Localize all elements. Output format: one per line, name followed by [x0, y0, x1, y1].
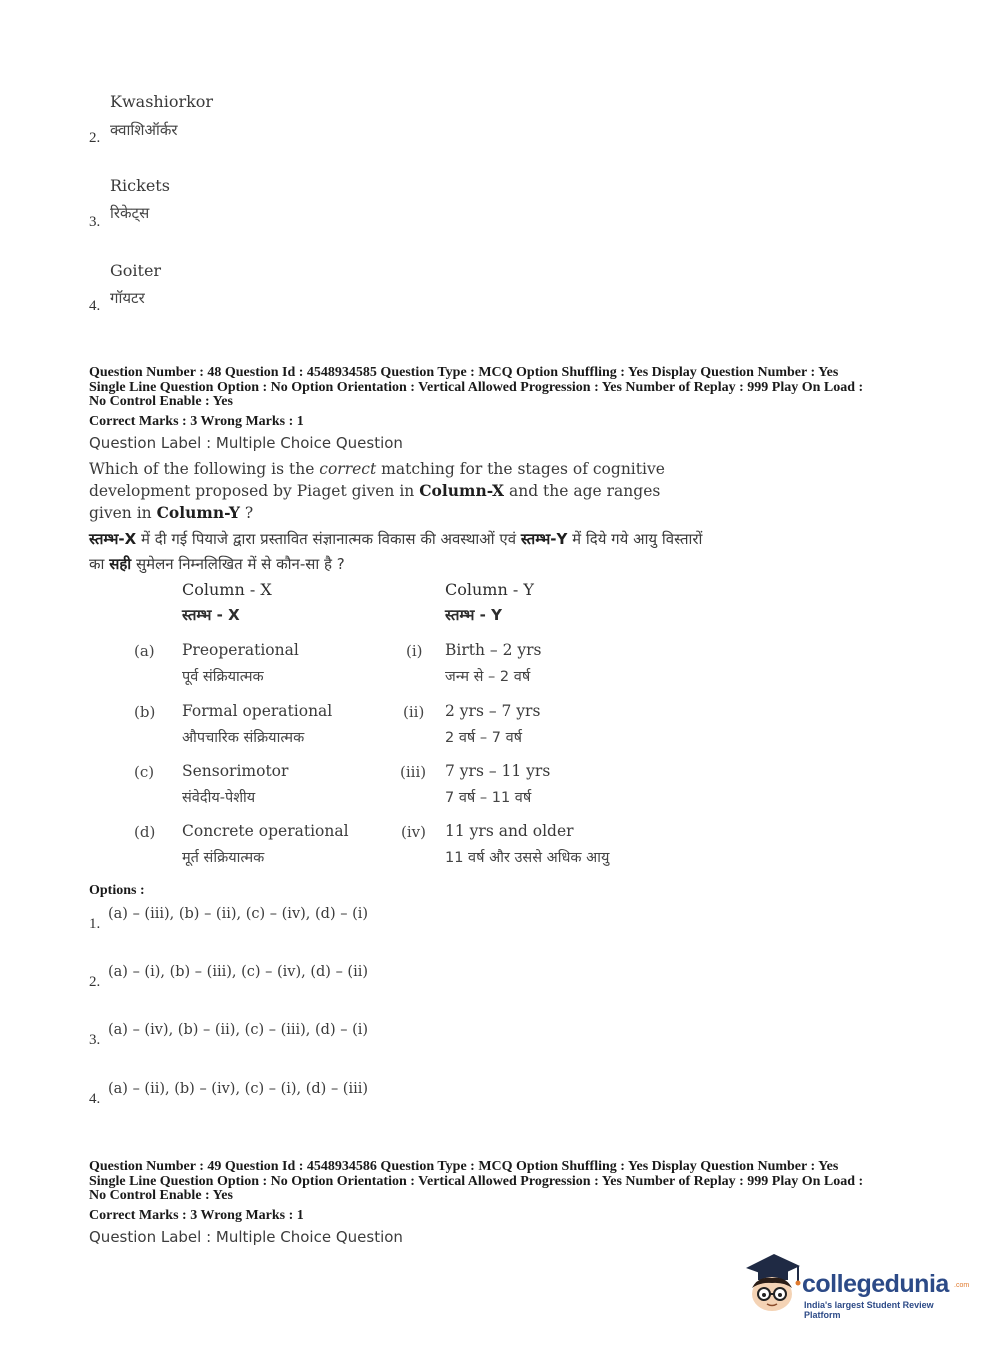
match-row-y-key: (iii): [400, 763, 427, 781]
q49-meta-line3: No Control Enable : Yes: [89, 1188, 233, 1203]
answer-option-3-number: 3.: [89, 1032, 101, 1048]
q49-question-label: Question Label : Multiple Choice Question: [89, 1228, 403, 1246]
match-row-y-hi: 11 वर्ष और उससे अधिक आयु: [445, 850, 610, 866]
answer-option-1-text: (a) – (iii), (b) – (ii), (c) – (iv), (d) – (i): [108, 906, 369, 922]
q48-text-en-part2: matching for the stages of cognitive development proposed by Piaget given in: [89, 460, 665, 500]
match-row-y-en: 2 yrs – 7 yrs: [445, 702, 541, 720]
match-row-y-key: (iv): [401, 823, 426, 841]
match-row-x-key: (c): [134, 763, 155, 781]
q48-question-text-hi: [89, 527, 709, 577]
match-row-x-key: (d): [134, 823, 156, 841]
prev-option-2-number: 2.: [89, 130, 101, 146]
answer-option-1-number: 1.: [89, 916, 101, 932]
prev-option-3-hi: रिकेट्स: [110, 204, 150, 222]
q48-meta-line3: No Control Enable : Yes: [89, 394, 233, 409]
match-row-x-hi: औपचारिक संक्रियात्मक: [182, 730, 305, 746]
q48-question-label: Question Label : Multiple Choice Question: [89, 434, 403, 452]
student-mascot-icon: [740, 1250, 802, 1316]
options-label: Options :: [89, 883, 145, 898]
match-row-x-en: Sensorimotor: [182, 762, 289, 780]
match-row-x-hi: पूर्व संक्रियात्मक: [182, 669, 264, 685]
column-x-heading-hi: स्तम्भ - X: [182, 606, 240, 624]
q49-meta-line1: Question Number : 49 Question Id : 4548934586 Question Type : MCQ Option Shuffling : Yes Display Question Number : Yes: [89, 1159, 839, 1174]
prev-option-4-hi: गॉयटर: [110, 289, 145, 307]
match-row-x-hi: मूर्त संक्रियात्मक: [182, 850, 265, 866]
q49-meta: [89, 1160, 919, 1204]
answer-option-4-text: (a) – (ii), (b) – (iv), (c) – (i), (d) – (iii): [108, 1081, 369, 1097]
column-x-heading: Column - X: [182, 580, 272, 599]
match-row-x-en: Concrete operational: [182, 822, 349, 840]
match-row-y-key: (ii): [403, 703, 425, 721]
logo-dotcom: .com: [954, 1282, 970, 1289]
match-row-y-en: 11 yrs and older: [445, 822, 574, 840]
q48-meta: [89, 366, 919, 410]
match-row-x-en: Formal operational: [182, 702, 333, 720]
q48-text-en-correct: correct: [319, 460, 377, 478]
q49-meta-line2: Single Line Question Option : No Option Orientation : Vertical Allowed Progression : Yes Number of Replay : 999 Play On Load :: [89, 1173, 864, 1189]
q48-text-hi-column-x: स्तम्भ-X: [89, 530, 137, 548]
prev-option-3-number: 3.: [89, 214, 101, 230]
match-row-x-key: (b): [134, 703, 156, 721]
match-row-y-hi: 2 वर्ष – 7 वर्ष: [445, 730, 523, 746]
answer-option-2-number: 2.: [89, 974, 101, 990]
answer-option-2-text: (a) – (i), (b) – (iii), (c) – (iv), (d) – (ii): [108, 964, 369, 980]
q48-meta-line2: Single Line Question Option : No Option Orientation : Vertical Allowed Progression : Yes Number of Replay : 999 Play On Load :: [89, 379, 864, 395]
prev-option-4-number: 4.: [89, 298, 101, 314]
prev-option-4-en: Goiter: [110, 261, 162, 280]
q49-marks: Correct Marks : 3 Wrong Marks : 1: [89, 1208, 304, 1223]
q48-text-hi-column-y: स्तम्भ-Y: [520, 530, 568, 548]
match-row-y-hi: 7 वर्ष – 11 वर्ष: [445, 790, 532, 806]
logo-wordmark: collegedunia: [802, 1270, 949, 1298]
q48-text-en-part3: and the age ranges given in: [89, 482, 661, 522]
match-row-x-hi: संवेदीय-पेशीय: [182, 790, 256, 806]
q48-marks: Correct Marks : 3 Wrong Marks : 1: [89, 414, 304, 429]
q48-text-hi-part3: सुमेलन निम्नलिखित में से कौन-सा है ?: [131, 555, 345, 573]
q48-text-hi-sahi: सही: [109, 555, 132, 573]
logo-tagline: India's largest Student Review Platform: [804, 1300, 934, 1320]
match-row-x-en: Preoperational: [182, 641, 299, 659]
q48-text-en-part4: ?: [239, 504, 254, 522]
prev-option-3-en: Rickets: [110, 176, 170, 195]
answer-option-3-text: (a) – (iv), (b) – (ii), (c) – (iii), (d) – (i): [108, 1022, 369, 1038]
q48-text-en-column-x: Column-X: [419, 481, 505, 500]
prev-option-2-en: Kwashiorkor: [110, 92, 214, 111]
match-row-y-en: 7 yrs – 11 yrs: [445, 762, 551, 780]
match-row-y-hi: जन्म से – 2 वर्ष: [445, 669, 531, 685]
column-y-heading: Column - Y: [445, 580, 534, 599]
q48-text-en-part1: Which of the following is the: [89, 460, 320, 478]
answer-option-4-number: 4.: [89, 1091, 101, 1107]
q48-text-en-column-y: Column-Y: [156, 503, 240, 522]
collegedunia-logo[interactable]: [740, 1250, 970, 1322]
prev-option-2-hi: क्वाशिऑर्कर: [110, 121, 178, 139]
q48-question-text-en: [89, 459, 699, 524]
q48-text-hi-part2: में दिये गये आयु विस्तारों का: [89, 530, 703, 573]
match-row-x-key: (a): [134, 642, 155, 660]
match-row-y-en: Birth – 2 yrs: [445, 641, 542, 659]
q48-meta-line1: Question Number : 48 Question Id : 4548934585 Question Type : MCQ Option Shuffling : Yes Display Question Number : Yes: [89, 365, 839, 380]
q48-text-hi-part1: में दी गई पियाजे द्वारा प्रस्तावित संज्ञानात्मक विकास की अवस्थाओं एवं: [136, 530, 521, 548]
match-row-y-key: (i): [406, 642, 423, 660]
column-y-heading-hi: स्तम्भ - Y: [445, 606, 502, 624]
